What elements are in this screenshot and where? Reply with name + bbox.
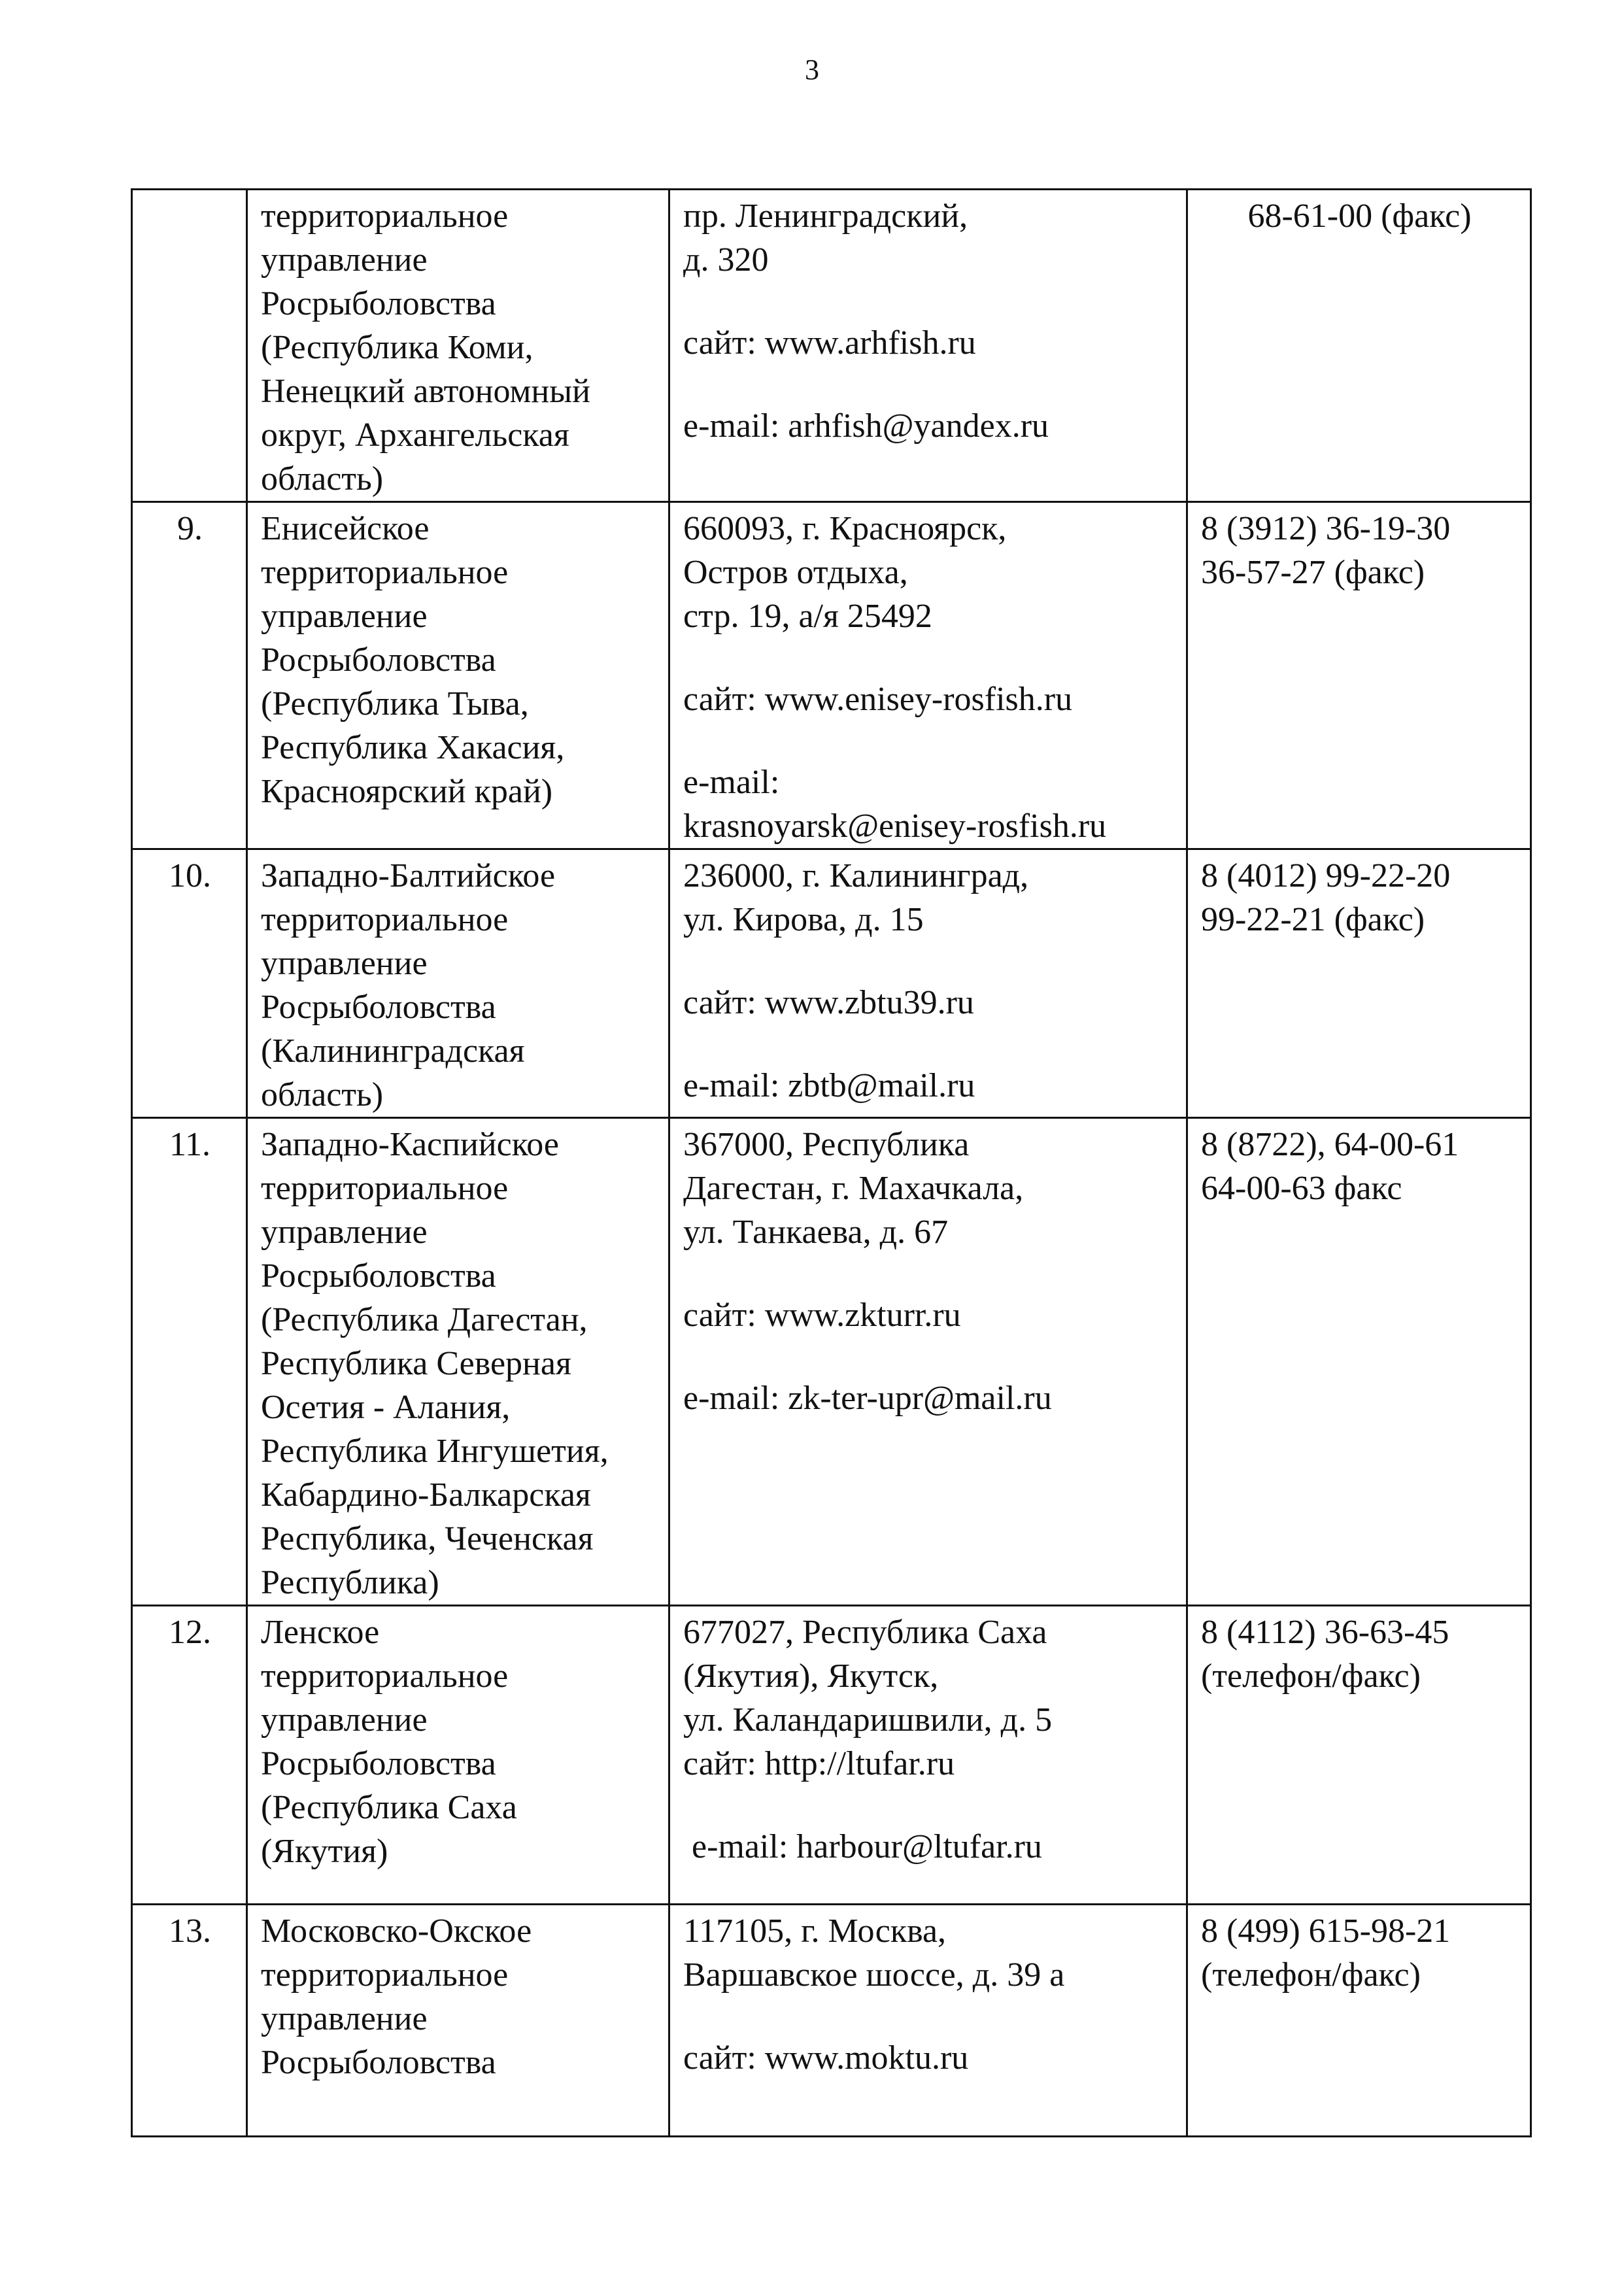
row-number-text: 12.	[169, 1614, 211, 1651]
organization-name	[247, 190, 669, 502]
email-link[interactable]: e-mail: zbtb@mail.ru	[683, 1067, 975, 1104]
website-link[interactable]: сайт: www.arhfish.ru	[683, 324, 976, 362]
email-link[interactable]: e-mail: zk-ter-upr@mail.ru	[683, 1380, 1052, 1417]
organization-name-line: Росрыболовства	[261, 1745, 496, 1782]
phone-number: 8 (8722), 64-00-61	[1201, 1126, 1459, 1163]
address-cell	[669, 1118, 1187, 1606]
phone-number: 64-00-63 факс	[1201, 1170, 1402, 1207]
row-number	[132, 502, 247, 849]
table-row	[132, 1905, 1531, 2137]
phone-cell	[1187, 190, 1531, 502]
organization-name-line: управление	[261, 1701, 428, 1739]
organization-name-line: Осетия - Алания,	[261, 1389, 511, 1426]
address-line: д. 320	[683, 241, 769, 279]
address-cell	[669, 1905, 1187, 2137]
organization-name-line: Ленское	[261, 1614, 380, 1651]
email-link[interactable]: krasnoyarsk@enisey-rosfish.ru	[683, 807, 1107, 845]
organization-name-line: (Республика Тыва,	[261, 685, 529, 722]
table-row	[132, 190, 1531, 502]
row-number-text: 11.	[169, 1126, 211, 1163]
organization-name-line: Республика Хакасия,	[261, 729, 565, 766]
address-line: 117105, г. Москва,	[683, 1912, 947, 1950]
address-cell	[669, 849, 1187, 1118]
organization-name-line: Республика, Чеченская	[261, 1520, 594, 1557]
organization-name-line: Енисейское	[261, 510, 430, 547]
table-row	[132, 1118, 1531, 1606]
organization-name-line: Республика Ингушетия,	[261, 1433, 609, 1470]
address-line: (Якутия), Якутск,	[683, 1657, 939, 1695]
organization-name-line: Росрыболовства	[261, 285, 496, 322]
phone-cell	[1187, 1606, 1531, 1905]
organization-name-line: управление	[261, 2000, 428, 2037]
website-link[interactable]: сайт: www.enisey-rosfish.ru	[683, 681, 1073, 718]
website-link[interactable]: сайт: www.moktu.ru	[683, 2039, 969, 2077]
organization-name-line: Западно-Каспийское	[261, 1126, 560, 1163]
phone-number: (телефон/факс)	[1201, 1657, 1421, 1695]
address-line: ул. Кирова, д. 15	[683, 901, 924, 938]
row-number	[132, 1606, 247, 1905]
phone-cell	[1187, 1118, 1531, 1606]
website-link[interactable]: сайт: http://ltufar.ru	[683, 1745, 955, 1782]
address-cell	[669, 502, 1187, 849]
organization-name	[247, 1905, 669, 2137]
row-number-text: 13.	[169, 1912, 211, 1950]
table-row	[132, 849, 1531, 1118]
organization-name-line: Росрыболовства	[261, 2044, 496, 2081]
organization-name-line: (Республика Коми,	[261, 329, 533, 366]
address-line: 677027, Республика Саха	[683, 1614, 1047, 1651]
phone-number: 8 (4012) 99-22-20	[1201, 857, 1451, 894]
organization-name-line: управление	[261, 241, 428, 279]
page-number: 3	[805, 54, 819, 86]
organization-name-line: область)	[261, 460, 384, 498]
organization-name-line: Республика)	[261, 1564, 439, 1601]
phone-cell	[1187, 849, 1531, 1118]
row-number-text: 9.	[177, 510, 203, 547]
organization-name-line: Росрыболовства	[261, 989, 496, 1026]
organization-name-line: управление	[261, 1214, 428, 1251]
row-number	[132, 1905, 247, 2137]
table-row	[132, 502, 1531, 849]
organization-name-line: Кабардино-Балкарская	[261, 1476, 591, 1514]
phone-number: (телефон/факс)	[1201, 1956, 1421, 1994]
organization-name-line: управление	[261, 598, 428, 635]
organization-name-line: Росрыболовства	[261, 1257, 496, 1295]
organization-name	[247, 849, 669, 1118]
address-cell	[669, 1606, 1187, 1905]
website-link[interactable]: сайт: www.zbtu39.ru	[683, 984, 974, 1021]
row-number	[132, 849, 247, 1118]
address-line: 236000, г. Калининград,	[683, 857, 1029, 894]
organization-name-line: Московско-Окское	[261, 1912, 532, 1950]
organization-name-line: Красноярский край)	[261, 773, 553, 810]
organization-name	[247, 502, 669, 849]
email-link[interactable]: e-mail:	[683, 764, 780, 801]
address-line: стр. 19, а/я 25492	[683, 598, 932, 635]
address-line: Дагестан, г. Махачкала,	[683, 1170, 1024, 1207]
organization-name-line: управление	[261, 945, 428, 982]
registry-table	[131, 188, 1532, 2137]
address-line: ул. Каландаришвили, д. 5	[683, 1701, 1053, 1739]
organization-name-line: округ, Архангельская	[261, 416, 569, 454]
organization-name-line: территориальное	[261, 901, 509, 938]
phone-cell	[1187, 502, 1531, 849]
address-line: 660093, г. Красноярск,	[683, 510, 1007, 547]
row-number-text: 10.	[169, 857, 211, 894]
address-line: пр. Ленинградский,	[683, 197, 968, 235]
organization-name-line: (Республика Саха	[261, 1789, 517, 1826]
organization-name-line: (Калининградская	[261, 1032, 525, 1070]
email-link[interactable]: e-mail: arhfish@yandex.ru	[683, 407, 1049, 445]
organization-name-line: территориальное	[261, 1956, 509, 1994]
table-row	[132, 1606, 1531, 1905]
organization-name-line: территориальное	[261, 1170, 509, 1207]
phone-number: 8 (4112) 36-63-45	[1201, 1614, 1449, 1651]
address-line: Варшавское шоссе, д. 39 а	[683, 1956, 1065, 1994]
website-link[interactable]: сайт: www.zkturr.ru	[683, 1297, 961, 1334]
phone-number: 68-61-00 (факс)	[1247, 197, 1472, 235]
row-number	[132, 190, 247, 502]
organization-name-line: Республика Северная	[261, 1345, 571, 1382]
organization-name	[247, 1606, 669, 1905]
address-line: 367000, Республика	[683, 1126, 970, 1163]
organization-name-line: область)	[261, 1076, 384, 1113]
phone-number: 99-22-21 (факс)	[1201, 901, 1425, 938]
organization-name-line: Ненецкий автономный	[261, 373, 591, 410]
address-line: Остров отдыха,	[683, 554, 908, 591]
phone-number: 8 (499) 615-98-21	[1201, 1912, 1451, 1950]
row-number	[132, 1118, 247, 1606]
address-cell	[669, 190, 1187, 502]
phone-number: 8 (3912) 36-19-30	[1201, 510, 1451, 547]
address-line: ул. Танкаева, д. 67	[683, 1214, 949, 1251]
organization-name-line: территориальное	[261, 554, 509, 591]
email-link[interactable]: e-mail: harbour@ltufar.ru	[683, 1828, 1042, 1865]
organization-name-line: (Якутия)	[261, 1833, 388, 1870]
phone-cell	[1187, 1905, 1531, 2137]
organization-name-line: Росрыболовства	[261, 641, 496, 679]
phone-number: 36-57-27 (факс)	[1201, 554, 1425, 591]
organization-name-line: (Республика Дагестан,	[261, 1301, 588, 1338]
organization-name	[247, 1118, 669, 1606]
organization-name-line: территориальное	[261, 1657, 509, 1695]
organization-name-line: Западно-Балтийское	[261, 857, 556, 894]
organization-name-line: территориальное	[261, 197, 509, 235]
